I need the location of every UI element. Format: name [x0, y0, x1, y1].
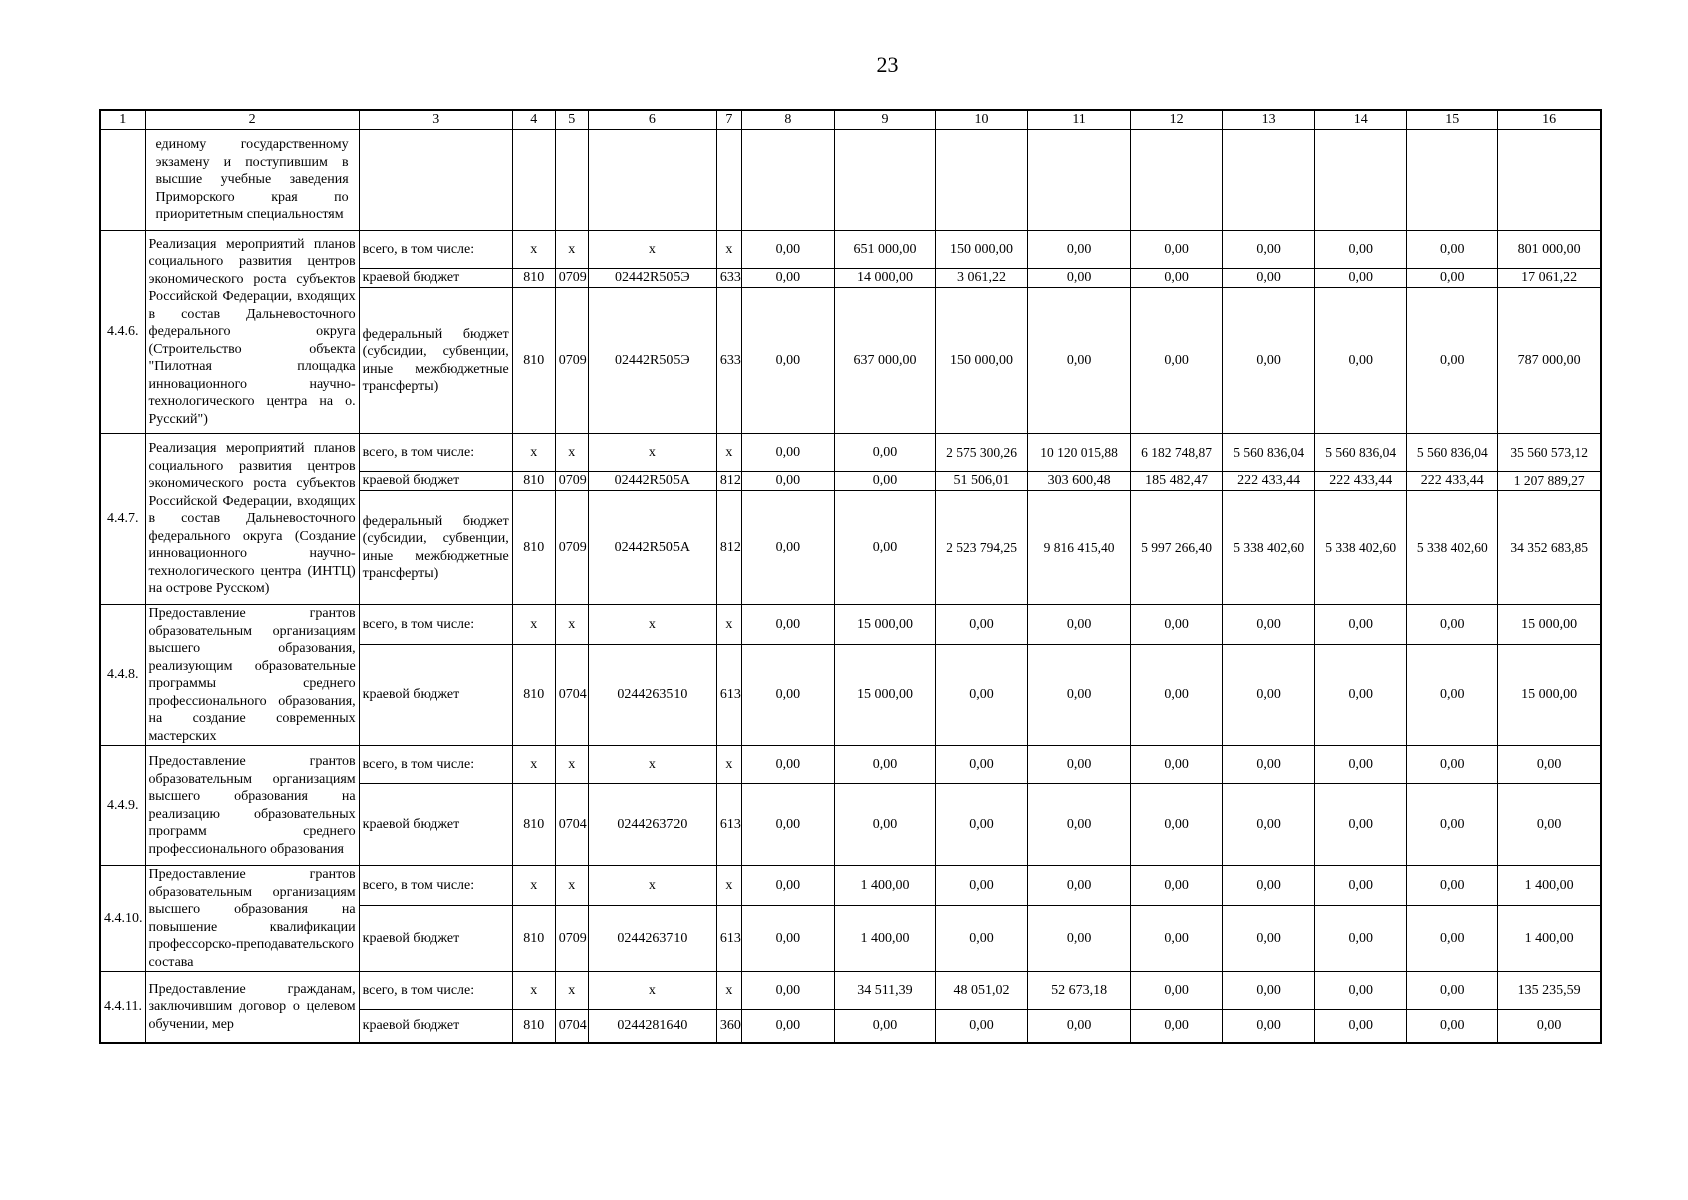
amount-col-10: 0,00 — [935, 866, 1027, 906]
item-description: Предоставление грантов образовательным организациям высшего образования на реализацию образовательных программ среднего профессионального образования — [145, 746, 359, 866]
amount-col-16: 801 000,00 — [1498, 231, 1601, 269]
column-number-15: 15 — [1407, 110, 1498, 130]
code-target: 0244263710 — [588, 905, 716, 971]
amount-col-13: 0,00 — [1223, 905, 1315, 971]
amount-col-11: 0,00 — [1028, 231, 1131, 269]
amount-col-12: 6 182 748,87 — [1131, 434, 1223, 472]
funding-source: краевой бюджет — [359, 472, 512, 491]
amount-col-8: 0,00 — [741, 784, 834, 866]
amount-col-8: 0,00 — [741, 288, 834, 434]
code-section: 0709 — [555, 269, 588, 288]
code-grbs: x — [512, 231, 555, 269]
column-number-2: 2 — [145, 110, 359, 130]
amount-col-11: 10 120 015,88 — [1028, 434, 1131, 472]
code-target: x — [588, 972, 716, 1010]
total-row — [100, 972, 1601, 1010]
code-section: x — [555, 231, 588, 269]
amount-col-16: 17 061,22 — [1498, 269, 1601, 288]
item-index — [100, 130, 145, 231]
empty-cell — [1407, 130, 1498, 231]
code-expense-type: x — [716, 866, 741, 906]
column-number-6: 6 — [588, 110, 716, 130]
amount-col-10: 2 575 300,26 — [935, 434, 1027, 472]
code-expense-type: 633 — [716, 269, 741, 288]
amount-col-15: 222 433,44 — [1407, 472, 1498, 491]
code-target: 02442R505Э — [588, 288, 716, 434]
amount-col-11: 0,00 — [1028, 905, 1131, 971]
amount-col-16: 787 000,00 — [1498, 288, 1601, 434]
amount-col-9: 0,00 — [834, 491, 935, 605]
total-row — [100, 746, 1601, 784]
code-section: x — [555, 866, 588, 906]
amount-col-8: 0,00 — [741, 434, 834, 472]
code-section: 0709 — [555, 288, 588, 434]
amount-col-11: 0,00 — [1028, 644, 1131, 745]
column-number-7: 7 — [716, 110, 741, 130]
code-grbs: x — [512, 866, 555, 906]
amount-col-16: 1 400,00 — [1498, 905, 1601, 971]
empty-cell — [1498, 130, 1601, 231]
amount-col-14: 222 433,44 — [1315, 472, 1407, 491]
amount-col-15: 5 560 836,04 — [1407, 434, 1498, 472]
amount-col-16: 15 000,00 — [1498, 644, 1601, 745]
code-expense-type: x — [716, 231, 741, 269]
code-target: x — [588, 746, 716, 784]
code-grbs: x — [512, 605, 555, 645]
amount-col-11: 52 673,18 — [1028, 972, 1131, 1010]
code-target: x — [588, 231, 716, 269]
amount-col-14: 0,00 — [1315, 605, 1407, 645]
code-target: 0244263720 — [588, 784, 716, 866]
code-target: 02442R505A — [588, 472, 716, 491]
amount-col-14: 0,00 — [1315, 269, 1407, 288]
empty-cell — [1028, 130, 1131, 231]
amount-col-12: 0,00 — [1131, 746, 1223, 784]
code-expense-type: 812 — [716, 491, 741, 605]
empty-cell — [588, 130, 716, 231]
column-number-13: 13 — [1223, 110, 1315, 130]
amount-col-9: 0,00 — [834, 784, 935, 866]
code-expense-type: x — [716, 746, 741, 784]
column-number-12: 12 — [1131, 110, 1223, 130]
code-section: 0709 — [555, 491, 588, 605]
column-number-5: 5 — [555, 110, 588, 130]
amount-col-15: 0,00 — [1407, 644, 1498, 745]
code-grbs: 810 — [512, 472, 555, 491]
empty-cell — [555, 130, 588, 231]
code-expense-type: 613 — [716, 905, 741, 971]
code-expense-type: x — [716, 434, 741, 472]
code-section: 0704 — [555, 1010, 588, 1043]
column-number-14: 14 — [1315, 110, 1407, 130]
total-row — [100, 605, 1601, 645]
amount-col-13: 0,00 — [1223, 605, 1315, 645]
code-target: 02442R505A — [588, 491, 716, 605]
amount-col-10: 0,00 — [935, 746, 1027, 784]
amount-col-9: 0,00 — [834, 1010, 935, 1043]
empty-cell — [1315, 130, 1407, 231]
funding-source: всего, в том числе: — [359, 231, 512, 269]
amount-col-13: 0,00 — [1223, 288, 1315, 434]
amount-col-9: 15 000,00 — [834, 605, 935, 645]
funding-source: федеральный бюджет (субсидии, субвенции, иные межбюджетные трансферты) — [359, 288, 512, 434]
column-number-3: 3 — [359, 110, 512, 130]
column-number-11: 11 — [1028, 110, 1131, 130]
amount-col-10: 48 051,02 — [935, 972, 1027, 1010]
total-row — [100, 434, 1601, 472]
item-index: 4.4.10. — [100, 866, 145, 972]
amount-col-15: 0,00 — [1407, 231, 1498, 269]
amount-col-15: 0,00 — [1407, 784, 1498, 866]
amount-col-8: 0,00 — [741, 1010, 834, 1043]
amount-col-13: 222 433,44 — [1223, 472, 1315, 491]
amount-col-8: 0,00 — [741, 905, 834, 971]
amount-col-8: 0,00 — [741, 644, 834, 745]
amount-col-16: 0,00 — [1498, 746, 1601, 784]
amount-col-12: 0,00 — [1131, 605, 1223, 645]
budget-table — [99, 109, 1602, 1044]
amount-col-9: 1 400,00 — [834, 866, 935, 906]
code-expense-type: 633 — [716, 288, 741, 434]
amount-col-9: 637 000,00 — [834, 288, 935, 434]
amount-col-15: 0,00 — [1407, 288, 1498, 434]
amount-col-16: 0,00 — [1498, 1010, 1601, 1043]
amount-col-12: 0,00 — [1131, 231, 1223, 269]
amount-col-16: 15 000,00 — [1498, 605, 1601, 645]
total-row — [100, 231, 1601, 269]
column-number-4: 4 — [512, 110, 555, 130]
code-target: x — [588, 866, 716, 906]
amount-col-14: 0,00 — [1315, 231, 1407, 269]
amount-col-8: 0,00 — [741, 605, 834, 645]
funding-source: федеральный бюджет (субсидии, субвенции, иные межбюджетные трансферты) — [359, 491, 512, 605]
amount-col-8: 0,00 — [741, 746, 834, 784]
amount-col-14: 0,00 — [1315, 1010, 1407, 1043]
column-number-10: 10 — [935, 110, 1027, 130]
amount-col-16: 35 560 573,12 — [1498, 434, 1601, 472]
amount-col-12: 0,00 — [1131, 972, 1223, 1010]
code-expense-type: 613 — [716, 784, 741, 866]
item-index: 4.4.7. — [100, 434, 145, 605]
code-section: x — [555, 434, 588, 472]
amount-col-10: 150 000,00 — [935, 231, 1027, 269]
funding-source: краевой бюджет — [359, 1010, 512, 1043]
amount-col-12: 0,00 — [1131, 288, 1223, 434]
code-section: x — [555, 972, 588, 1010]
amount-col-12: 0,00 — [1131, 866, 1223, 906]
amount-col-12: 0,00 — [1131, 905, 1223, 971]
amount-col-9: 34 511,39 — [834, 972, 935, 1010]
item-description: единому государственному экзамену и поступившим в высшие учебные заведения Приморского края по приоритетным специальностям — [145, 130, 359, 231]
amount-col-11: 303 600,48 — [1028, 472, 1131, 491]
code-section: 0709 — [555, 905, 588, 971]
empty-cell — [834, 130, 935, 231]
amount-col-10: 0,00 — [935, 905, 1027, 971]
amount-col-10: 0,00 — [935, 644, 1027, 745]
funding-source: всего, в том числе: — [359, 605, 512, 645]
amount-col-10: 2 523 794,25 — [935, 491, 1027, 605]
amount-col-9: 0,00 — [834, 746, 935, 784]
code-expense-type: 360 — [716, 1010, 741, 1043]
amount-col-15: 0,00 — [1407, 1010, 1498, 1043]
amount-col-14: 0,00 — [1315, 288, 1407, 434]
amount-col-13: 0,00 — [1223, 972, 1315, 1010]
amount-col-8: 0,00 — [741, 866, 834, 906]
amount-col-12: 0,00 — [1131, 644, 1223, 745]
amount-col-15: 0,00 — [1407, 972, 1498, 1010]
item-description: Реализация мероприятий планов социального развития центров экономического роста субъектов Российской Федерации, входящих в состав Дальневосточного федерального округа (Строительство объекта "Пилотная площадка инновационного научно-технологического центра на о. Русский") — [145, 231, 359, 434]
code-section: 0709 — [555, 472, 588, 491]
amount-col-13: 0,00 — [1223, 866, 1315, 906]
amount-col-10: 51 506,01 — [935, 472, 1027, 491]
funding-source: всего, в том числе: — [359, 434, 512, 472]
amount-col-14: 5 338 402,60 — [1315, 491, 1407, 605]
code-grbs: x — [512, 972, 555, 1010]
funding-source: краевой бюджет — [359, 269, 512, 288]
amount-col-12: 5 997 266,40 — [1131, 491, 1223, 605]
amount-col-8: 0,00 — [741, 972, 834, 1010]
amount-col-15: 0,00 — [1407, 905, 1498, 971]
code-grbs: 810 — [512, 491, 555, 605]
amount-col-12: 185 482,47 — [1131, 472, 1223, 491]
amount-col-12: 0,00 — [1131, 1010, 1223, 1043]
amount-col-13: 5 338 402,60 — [1223, 491, 1315, 605]
amount-col-8: 0,00 — [741, 472, 834, 491]
item-index: 4.4.8. — [100, 605, 145, 746]
amount-col-9: 14 000,00 — [834, 269, 935, 288]
amount-col-14: 0,00 — [1315, 972, 1407, 1010]
amount-col-12: 0,00 — [1131, 784, 1223, 866]
amount-col-8: 0,00 — [741, 269, 834, 288]
amount-col-15: 5 338 402,60 — [1407, 491, 1498, 605]
funding-source: всего, в том числе: — [359, 746, 512, 784]
amount-col-10: 150 000,00 — [935, 288, 1027, 434]
empty-cell — [741, 130, 834, 231]
empty-cell — [1223, 130, 1315, 231]
amount-col-8: 0,00 — [741, 491, 834, 605]
amount-col-14: 5 560 836,04 — [1315, 434, 1407, 472]
code-grbs: x — [512, 746, 555, 784]
amount-col-16: 0,00 — [1498, 784, 1601, 866]
column-number-row — [100, 110, 1601, 130]
amount-col-9: 1 400,00 — [834, 905, 935, 971]
column-number-1: 1 — [100, 110, 145, 130]
amount-col-10: 0,00 — [935, 605, 1027, 645]
code-expense-type: x — [716, 605, 741, 645]
code-grbs: 810 — [512, 784, 555, 866]
amount-col-11: 9 816 415,40 — [1028, 491, 1131, 605]
amount-col-14: 0,00 — [1315, 644, 1407, 745]
empty-cell — [1131, 130, 1223, 231]
code-grbs: 810 — [512, 644, 555, 745]
empty-cell — [512, 130, 555, 231]
code-target: 0244281640 — [588, 1010, 716, 1043]
amount-col-10: 3 061,22 — [935, 269, 1027, 288]
amount-col-13: 0,00 — [1223, 746, 1315, 784]
empty-cell — [935, 130, 1027, 231]
code-target: 02442R505Э — [588, 269, 716, 288]
code-expense-type: 812 — [716, 472, 741, 491]
amount-col-14: 0,00 — [1315, 746, 1407, 784]
amount-col-11: 0,00 — [1028, 866, 1131, 906]
item-index: 4.4.9. — [100, 746, 145, 866]
code-grbs: 810 — [512, 905, 555, 971]
empty-cell — [716, 130, 741, 231]
amount-col-9: 651 000,00 — [834, 231, 935, 269]
amount-col-13: 0,00 — [1223, 231, 1315, 269]
amount-col-16: 1 400,00 — [1498, 866, 1601, 906]
amount-col-13: 0,00 — [1223, 644, 1315, 745]
amount-col-14: 0,00 — [1315, 784, 1407, 866]
code-expense-type: 613 — [716, 644, 741, 745]
amount-col-15: 0,00 — [1407, 746, 1498, 784]
code-grbs: 810 — [512, 288, 555, 434]
amount-col-10: 0,00 — [935, 1010, 1027, 1043]
code-section: x — [555, 746, 588, 784]
amount-col-13: 0,00 — [1223, 269, 1315, 288]
code-section: x — [555, 605, 588, 645]
item-description: Реализация мероприятий планов социального развития центров экономического роста субъектов Российской Федерации, входящих в состав Дальневосточного федерального округа (Создание инновационного научно-технологического центра (ИНТЦ) на острове Русском) — [145, 434, 359, 605]
amount-col-14: 0,00 — [1315, 905, 1407, 971]
amount-col-16: 1 207 889,27 — [1498, 472, 1601, 491]
total-row — [100, 866, 1601, 906]
funding-source: всего, в том числе: — [359, 972, 512, 1010]
amount-col-11: 0,00 — [1028, 784, 1131, 866]
amount-col-9: 15 000,00 — [834, 644, 935, 745]
code-section: 0704 — [555, 784, 588, 866]
amount-col-13: 0,00 — [1223, 784, 1315, 866]
amount-col-8: 0,00 — [741, 231, 834, 269]
item-index: 4.4.6. — [100, 231, 145, 434]
funding-source: краевой бюджет — [359, 784, 512, 866]
code-expense-type: x — [716, 972, 741, 1010]
amount-col-11: 0,00 — [1028, 605, 1131, 645]
amount-col-15: 0,00 — [1407, 866, 1498, 906]
code-target: 0244263510 — [588, 644, 716, 745]
item-index: 4.4.11. — [100, 972, 145, 1043]
amount-col-14: 0,00 — [1315, 866, 1407, 906]
amount-col-13: 5 560 836,04 — [1223, 434, 1315, 472]
code-grbs: 810 — [512, 1010, 555, 1043]
amount-col-9: 0,00 — [834, 472, 935, 491]
amount-col-10: 0,00 — [935, 784, 1027, 866]
code-grbs: 810 — [512, 269, 555, 288]
code-target: x — [588, 434, 716, 472]
code-target: x — [588, 605, 716, 645]
amount-col-15: 0,00 — [1407, 269, 1498, 288]
amount-col-16: 135 235,59 — [1498, 972, 1601, 1010]
column-number-16: 16 — [1498, 110, 1601, 130]
amount-col-11: 0,00 — [1028, 288, 1131, 434]
item-description: Предоставление грантов образовательным организациям высшего образования, реализующим образовательные программы среднего профессионального образования, на создание современных мастерских — [145, 605, 359, 746]
continuation-row — [100, 130, 1601, 231]
amount-col-16: 34 352 683,85 — [1498, 491, 1601, 605]
item-description: Предоставление гражданам, заключившим договор о целевом обучении, мер — [145, 972, 359, 1043]
amount-col-15: 0,00 — [1407, 605, 1498, 645]
code-grbs: x — [512, 434, 555, 472]
column-number-8: 8 — [741, 110, 834, 130]
amount-col-9: 0,00 — [834, 434, 935, 472]
amount-col-11: 0,00 — [1028, 269, 1131, 288]
column-number-9: 9 — [834, 110, 935, 130]
funding-source: краевой бюджет — [359, 644, 512, 745]
code-section: 0704 — [555, 644, 588, 745]
funding-source: краевой бюджет — [359, 905, 512, 971]
page-number: 23 — [876, 52, 899, 77]
amount-col-11: 0,00 — [1028, 1010, 1131, 1043]
amount-col-12: 0,00 — [1131, 269, 1223, 288]
amount-col-13: 0,00 — [1223, 1010, 1315, 1043]
funding-source: всего, в том числе: — [359, 866, 512, 906]
item-description: Предоставление грантов образовательным организациям высшего образования на повышение квалификации профессорско-преподавательского состава — [145, 866, 359, 972]
amount-col-11: 0,00 — [1028, 746, 1131, 784]
empty-cell — [359, 130, 512, 231]
